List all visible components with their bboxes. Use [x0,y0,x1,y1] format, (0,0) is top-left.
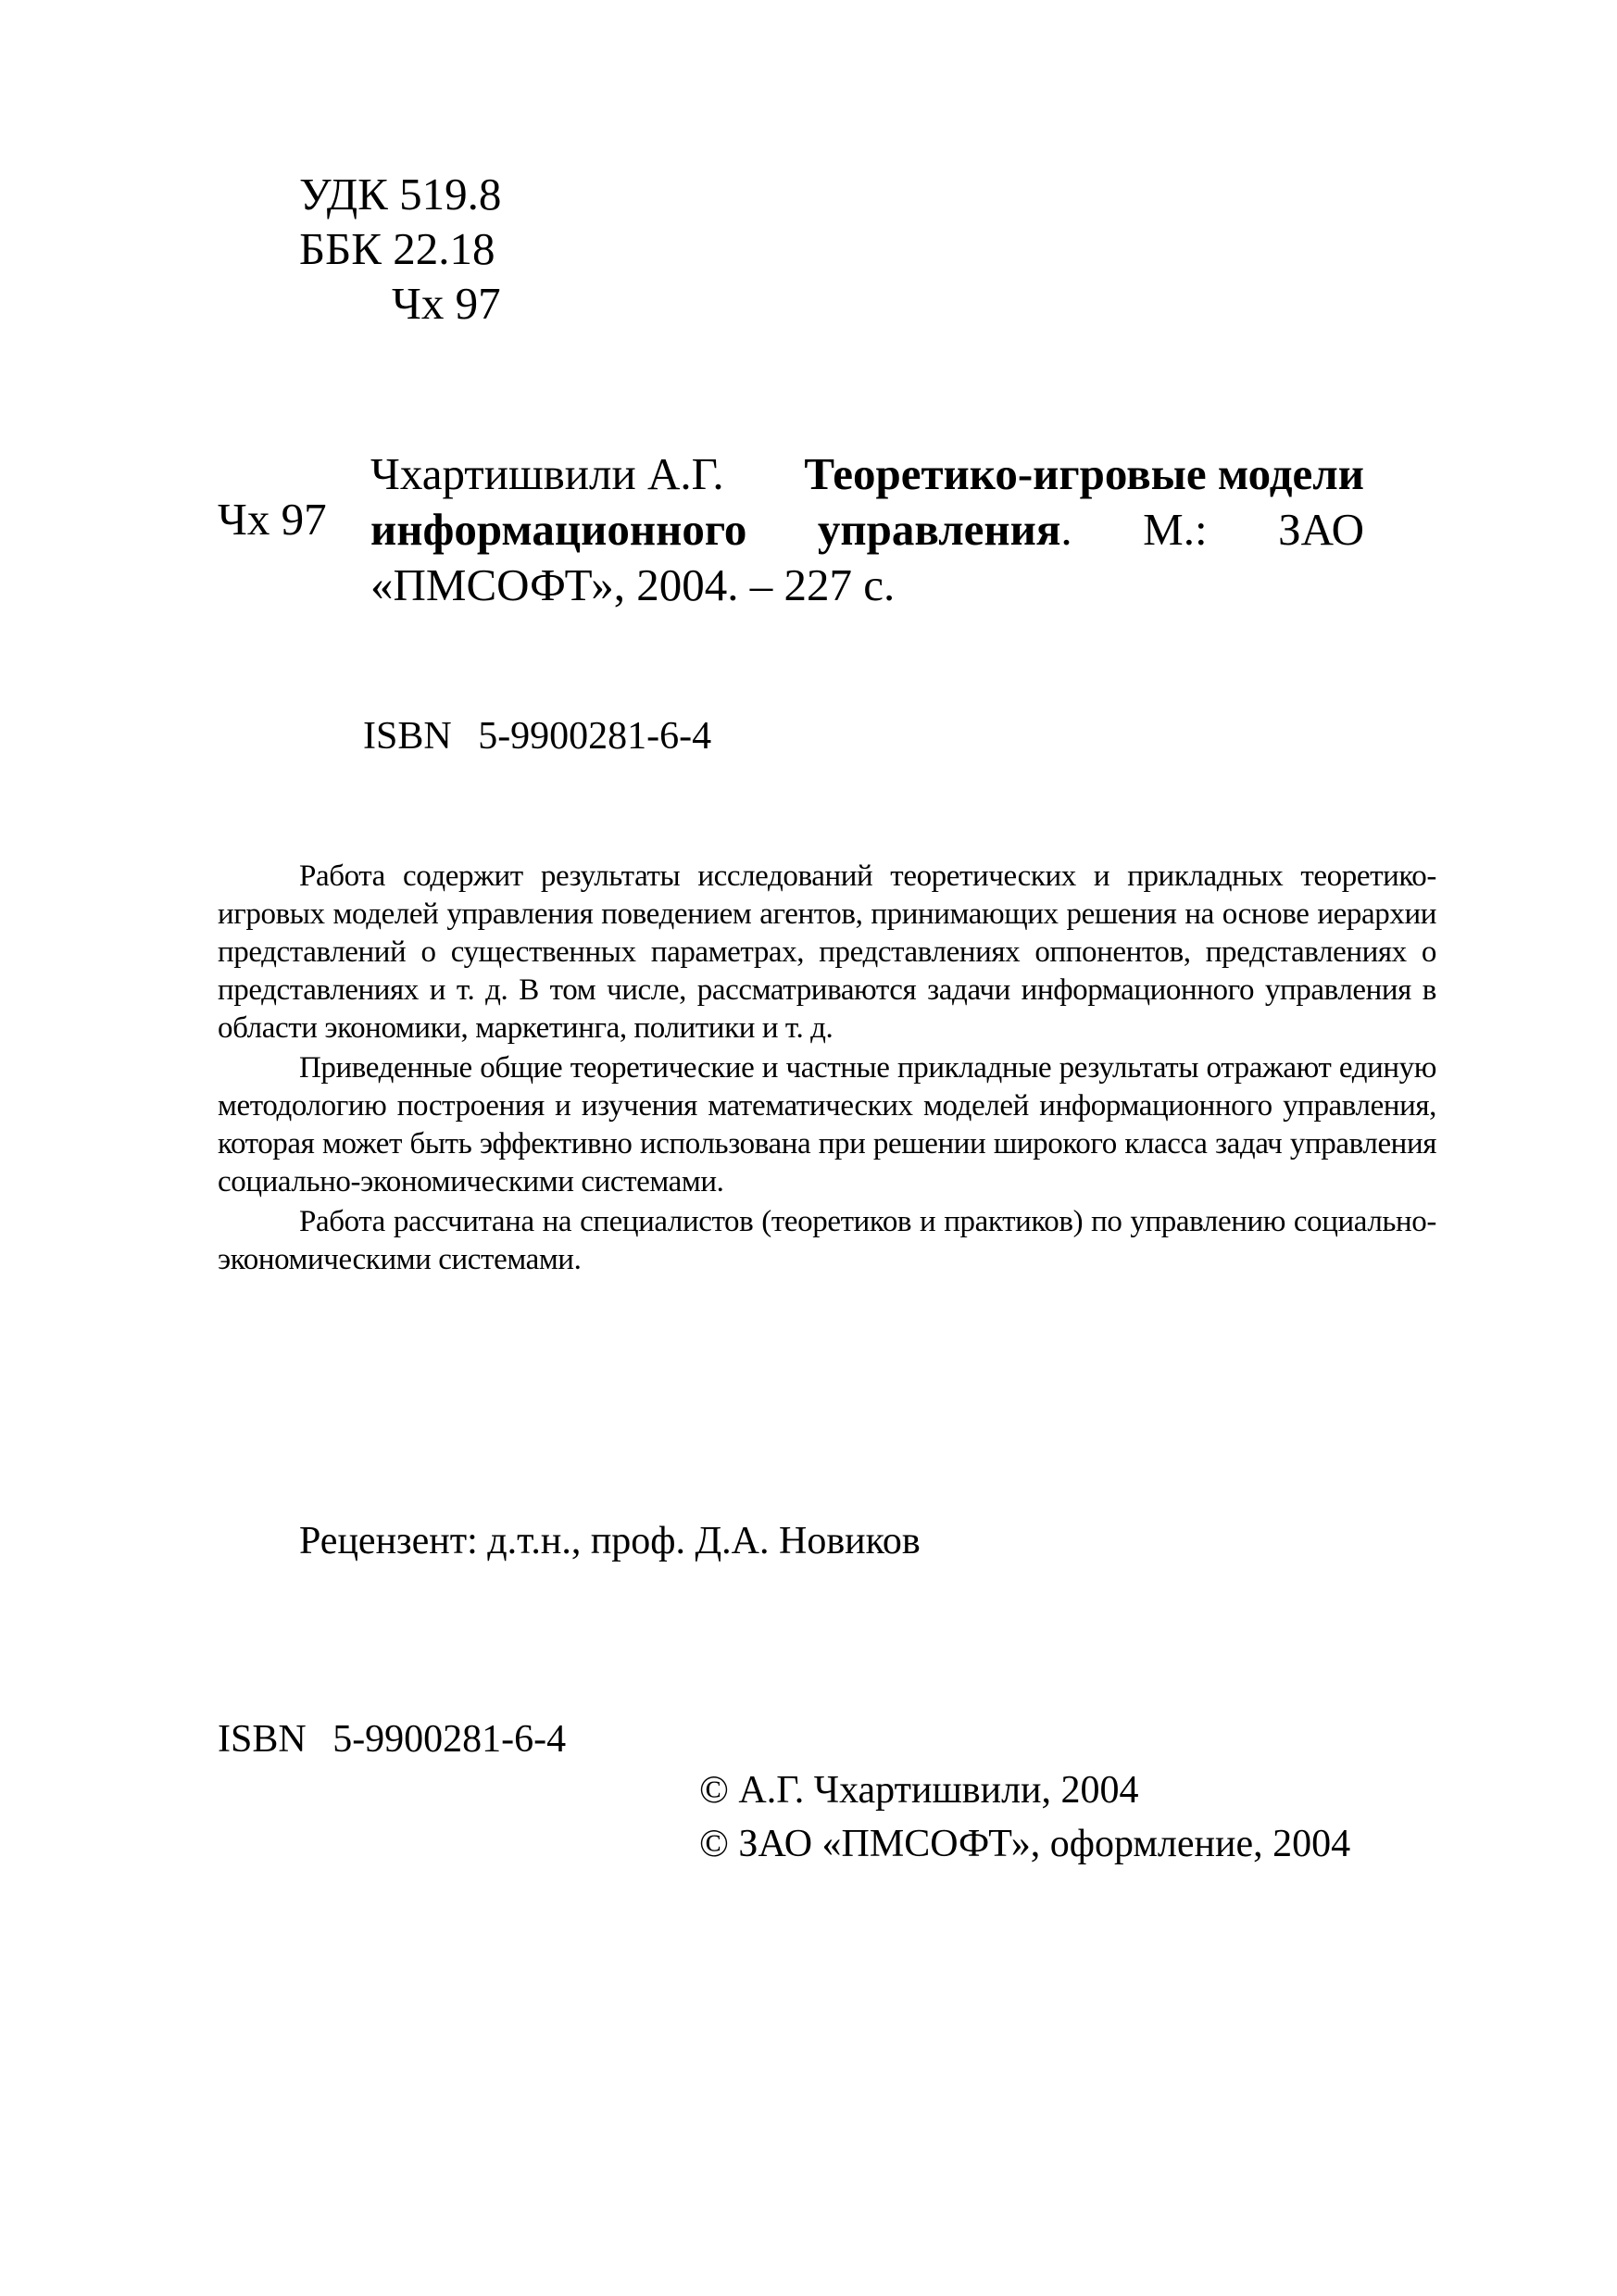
annotation-paragraph: Работа содержит результаты исследований теоретических и прикладных теоретико-игровых моделей управления поведением агентов, принимающих решения на основе иерархии представлений о существенных параметрах, представлениях оппонентов, представлениях о представлениях и т. д. В том числе, рассматриваются задачи информационного управления в области экономики, маркетинга, политики и т. д. [218,859,1436,1045]
annotation-paragraph: Работа рассчитана на специалистов (теоретиков и практиков) по управлению социально-экономическими системами. [218,1205,1436,1276]
copyright-author: © А.Г. Чхартишвили, 2004 [699,1769,1139,1812]
book-author: Чхартишвили А.Г. [370,448,724,499]
classification-codes [299,167,501,331]
publisher-prefix: ЗАО [1278,504,1364,555]
annotation [218,858,1436,1281]
book-title-part-1: Теоретико-игровые модели [804,448,1364,499]
publisher-details: «ПМСОФТ», 2004. – 227 с. [370,559,896,610]
biblio-line-1 [370,446,1364,502]
biblio-line-2 [370,502,1364,558]
bibliographic-code: Чх 97 [218,494,327,545]
title-end-punct: . [1060,504,1072,555]
book-title-part-3-wrap [818,502,1072,558]
bbk-code: ББК 22.18 [299,223,495,274]
isbn-bottom: ISBN 5-9900281-6-4 [218,1718,567,1761]
book-title-part-3: управления [817,504,1061,555]
author-mark: Чх 97 [392,278,501,329]
publication-city: М.: [1143,504,1208,555]
copyright-block [699,1763,1350,1871]
bibliographic-entry [370,446,1364,613]
biblio-line-3 [370,558,1364,613]
reviewer: Рецензент: д.т.н., проф. Д.А. Новиков [299,1520,921,1562]
annotation-paragraph: Приведенные общие теоретические и частные прикладные результаты отражают единую методологию построения и изучения математических моделей информационного управления, которая может быть эффективно использована при решении широкого класса задач управления социально-экономическими системами. [218,1051,1436,1198]
isbn-top: ISBN 5-9900281-6-4 [363,715,712,758]
book-title-part-2: информационного [370,504,747,555]
copyright-publisher: © ЗАО «ПМСОФТ», оформление, 2004 [699,1823,1351,1865]
udk-code: УДК 519.8 [299,169,502,220]
